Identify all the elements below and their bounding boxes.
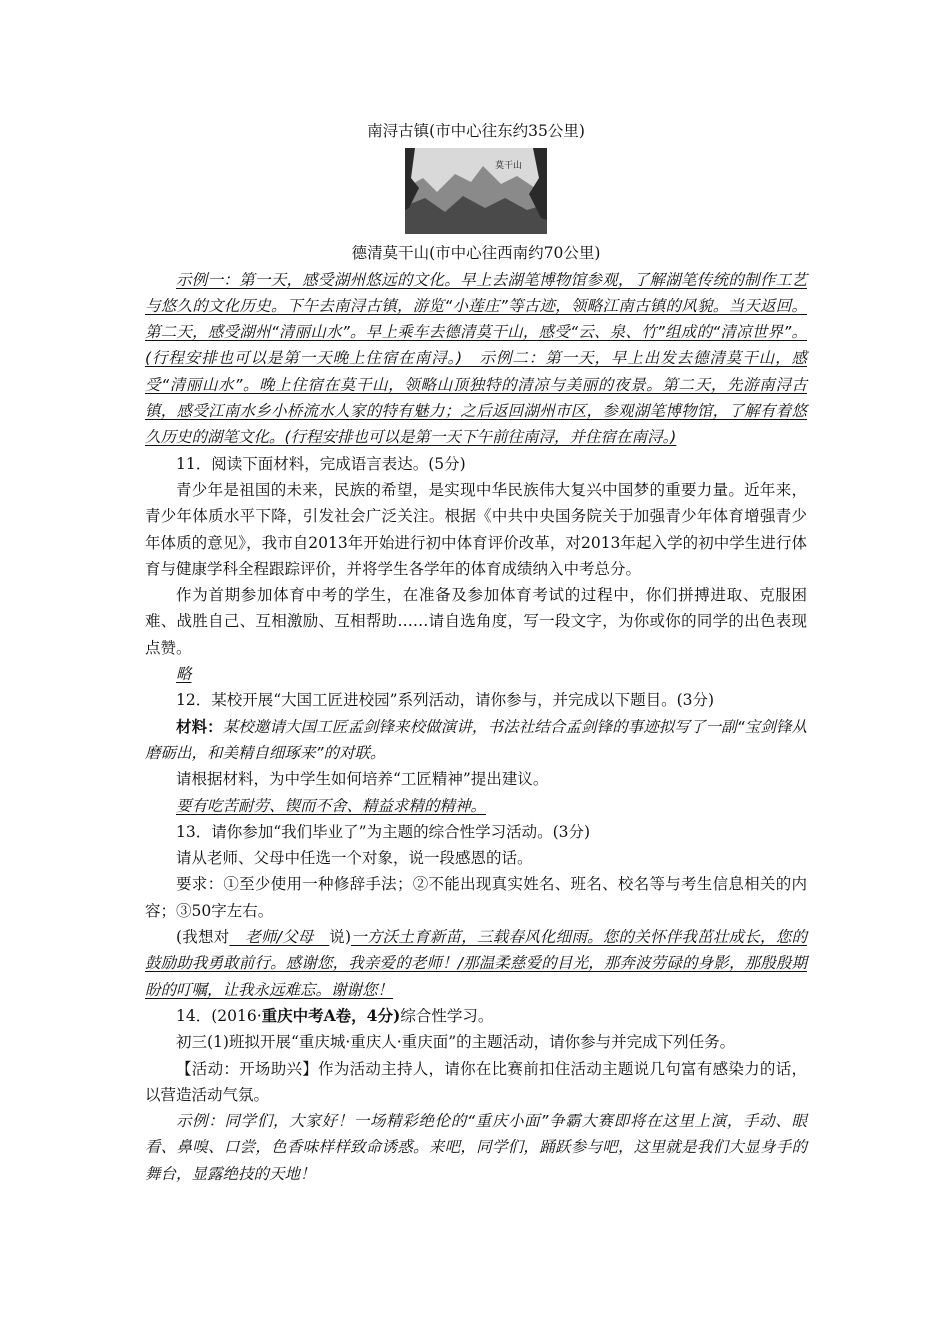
q13-requirement: 要求：①至少使用一种修辞手法；②不能出现真实姓名、班名、校名等与考生信息相关的内容；③50字左右。 <box>145 875 807 920</box>
q14-intro: 初三(1)班拟开展“重庆城·重庆人·重庆面”的主题活动，请你参与并完成下列任务。 <box>176 1033 736 1052</box>
q11-answer: 略 <box>176 665 192 684</box>
caption-nanxun: 南浔古镇(市中心往东约35公里) <box>367 122 585 140</box>
q12-prompt: 请根据材料，为中学生如何培养“工匠精神”提出建议。 <box>176 770 549 789</box>
moganshan-photo <box>405 148 547 234</box>
q11-para1: 青少年是祖国的未来，民族的希望，是实现中华民族伟大复兴中国梦的重要力量。近年来，青少年体质水平下降，引发社会广泛关注。根据《中共中央国务院关于加强青少年体育增强青少年体质的意见》，我市自2013年开始进行初中体育评价改革，对2013年起入学的初中学生进行体育与健康学科全程跟踪评价，并将学生各学年的体育成绩纳入中考总分。 <box>145 480 807 578</box>
q13-prompt: 请从老师、父母中任选一个对象，说一段感恩的话。 <box>176 849 533 868</box>
q11-para2: 作为首期参加体育中考的学生，在准备及参加体育考试的过程中，你们拼搏进取、克服困难、战胜自己、互相激励、互相帮助……请自选角度，写一段文字，为你或你的同学的出色表现点赞。 <box>145 586 807 657</box>
material-label: 材料： <box>176 716 223 736</box>
document-page <box>145 118 807 1187</box>
photo-label: 莫干山 <box>495 161 523 172</box>
q14-title: 14．(2016·重庆中考A卷，4分)综合性学习。 <box>176 1005 494 1025</box>
answer-10: 示例一：第一天，感受湖州悠远的文化。早上去湖笔博物馆参观，了解湖笔传统的制作工艺与悠久的文化历史。下午去南浔古镇，游览“小莲庄”等古迹，领略江南古镇的风貌。当天返回。第二天，感受湖州“清丽山水”。早上乘车去德清莫干山，感受“云、泉、竹”组成的“清凉世界”。(行程安排也可以是第一天晚上住宿在南浔。) 示例二：第一天，早上出发去德清莫干山，感受“清丽山水”。晚上住宿在莫干山，领略山顶独特的清凉与美丽的夜景。第二天，先游南浔古镇，感受江南水乡小桥流水人家的特有魅力；之后返回湖州市区，参观湖笔博物馆，了解有着悠久历史的湖笔文化。(行程安排也可以是第一天下午前往南浔，并住宿在南浔。) <box>145 270 807 447</box>
q14-activity: 【活动：开场助兴】作为活动主持人，请你在比赛前扣住活动主题说几句富有感染力的话，以营造活动气氛。 <box>145 1059 807 1104</box>
q13-answer-text: 一方沃土育新苗，三载春风化细雨。您的关怀伴我茁壮成长，您的鼓励助我勇敢前行。感谢您，我亲爱的老师！/那温柔慈爱的目光，那奔波劳碌的身影，那殷殷期盼的叮嘱，让我永远难忘。谢谢您！ <box>145 928 807 999</box>
q13-answer-blank: 老师/父母 <box>229 928 330 947</box>
q12-material: 材料：某校邀请大国工匠孟剑锋来校做演讲，书法社结合孟剑锋的事迹拟写了一副“宝剑锋从磨砺出，和美精自细琢来”的对联。 <box>145 716 807 762</box>
q13-answer: (我想对 老师/父母 说)一方沃土育新苗，三载春风化细雨。您的关怀伴我茁壮成长，您的鼓励助我勇敢前行。感谢您，我亲爱的老师！/那温柔慈爱的目光，那奔波劳碌的身影，那殷殷期盼的叮嘱，让我永远难忘。谢谢您！ <box>145 928 807 999</box>
q11-title: 11．阅读下面材料，完成语言表达。(5分) <box>176 454 466 473</box>
q13-title: 13．请你参加“我们毕业了”为主题的综合性学习活动。(3分) <box>176 822 591 841</box>
caption-moganshan: 德清莫干山(市中心往西南约70公里) <box>351 244 601 263</box>
q12-title: 12．某校开展“大国工匠进校园”系列活动，请你参与，并完成以下题目。(3分) <box>176 691 715 710</box>
q12-answer: 要有吃苦耐劳、锲而不舍、精益求精的精神。 <box>176 796 487 815</box>
q14-example: 示例：同学们，大家好！一场精彩绝伦的“重庆小面”争霸大赛即将在这里上演，手动、眼看、鼻嗅、口尝，色香味样样致命诱惑。来吧，同学们，踊跃参与吧，这里就是我们大显身手的舞台，显露绝技的天地！ <box>145 1112 807 1183</box>
